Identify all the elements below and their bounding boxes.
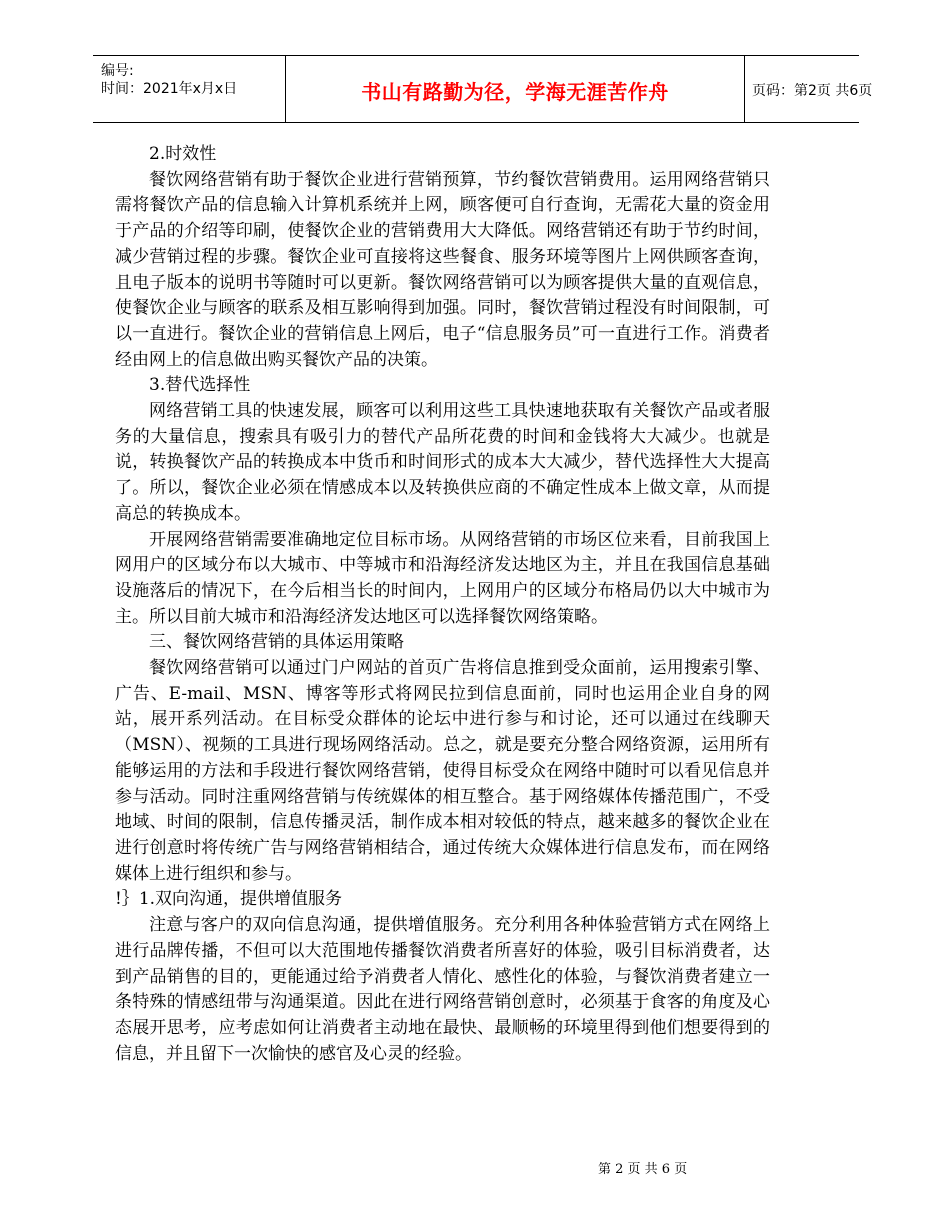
header-page-label: 页码：第2页 共6页: [752, 83, 873, 99]
header-motto: 书山有路勤为径，学海无涯苦作舟: [361, 80, 669, 104]
page-header: [93, 55, 873, 123]
section-heading-two-way-communication: !｝1.双向沟通，提供增值服务: [115, 889, 343, 910]
document-time-label: 时间：2021年x月x日: [101, 81, 238, 97]
paragraph-strategies: 餐饮网络营销可以通过门户网站的首页广告将信息推到受众面前，运用搜索引擎、广告、E-mail、MSN、博客等形式将网民拉到信息面前，同时也运用企业自身的网站，展开系列活动。在目标受众群体的论坛中进行参与和讨论，还可以通过在线聊天（MSN）、视频的工具进行现场网络活动。总之，就是要充分整合网络资源，运用所有能够运用的方法和手段进行餐饮网络营销，使得目标受众在网络中随时可以看见信息并参与活动。同时注重网络营销与传统媒体的相互整合。基于网络媒体传播范围广，不受地域、时间的限制，信息传播灵活，制作成本相对较低的特点，越来越多的餐饮企业在进行创意时将传统广告与网络营销相结合，通过传统大众媒体进行信息发布，而在网络媒体上进行组织和参与。: [115, 658, 770, 884]
page-footer: 第 2 页 共 6 页: [598, 1162, 688, 1177]
section-heading-substitution: 3.替代选择性: [149, 375, 251, 396]
document-body: [115, 142, 770, 1067]
paragraph-timeliness: 餐饮网络营销有助于餐饮企业进行营销预算，节约餐饮营销费用。运用网络营销只需将餐饮产品的信息输入计算机系统并上网，顾客便可自行查询，无需花大量的资金用于产品的介绍等印刷，使餐饮企业的营销费用大大降低。网络营销还有助于节约时间，减少营销过程的步骤。餐饮企业可直接将这些餐食、服务环境等图片上网供顾客查询，且电子版本的说明书等随时可以更新。餐饮网络营销可以为顾客提供大量的直观信息，使餐饮企业与顾客的联系及相互影响得到加强。同时，餐饮营销过程没有时间限制，可以一直进行。餐饮企业的营销信息上网后，电子“信息服务员”可一直进行工作。消费者经由网上的信息做出购买餐饮产品的决策。: [115, 169, 770, 370]
section-heading-timeliness: 2.时效性: [149, 144, 217, 164]
paragraph-target-market: 开展网络营销需要准确地定位目标市场。从网络营销的市场区位来看，目前我国上网用户的区域分布以大城市、中等城市和沿海经济发达地区为主，并且在我国信息基础设施落后的情况下，在今后相当长的时间内，上网用户的区域分布格局仍以大中城市为主。所以目前大城市和沿海经济发达地区可以选择餐饮网络策略。: [115, 529, 770, 627]
header-motto-cell: [285, 56, 745, 122]
paragraph-two-way-communication: 注意与客户的双向信息沟通，提供增值服务。充分利用各种体验营销方式在网络上进行品牌传播，不但可以大范围地传播餐饮消费者所喜好的体验，吸引目标消费者，达到产品销售的目的，更能通过给予消费者人情化、感性化的体验，与餐饮消费者建立一条特殊的情感纽带与沟通渠道。因此在进行网络营销创意时，必须基于食客的角度及心态展开思考，应考虑如何让消费者主动地在最快、最顺畅的环境里得到他们想要得到的信息，并且留下一次愉快的感官及心灵的经验。: [115, 915, 770, 1064]
header-info-cell: [93, 56, 285, 122]
document-number-label: 编号:: [101, 63, 134, 79]
section-heading-strategies: 三、餐饮网络营销的具体运用策略: [149, 632, 404, 653]
header-page-cell: [744, 56, 873, 122]
paragraph-substitution: 网络营销工具的快速发展，顾客可以利用这些工具快速地获取有关餐饮产品或者服务的大量信息，搜索具有吸引力的替代产品所花费的时间和金钱将大大减少。也就是说，转换餐饮产品的转换成本中货币和时间形式的成本大大减少，替代选择性大大提高了。所以，餐饮企业必须在情感成本以及转换供应商的不确定性成本上做文章，从而提高总的转换成本。: [115, 401, 770, 524]
